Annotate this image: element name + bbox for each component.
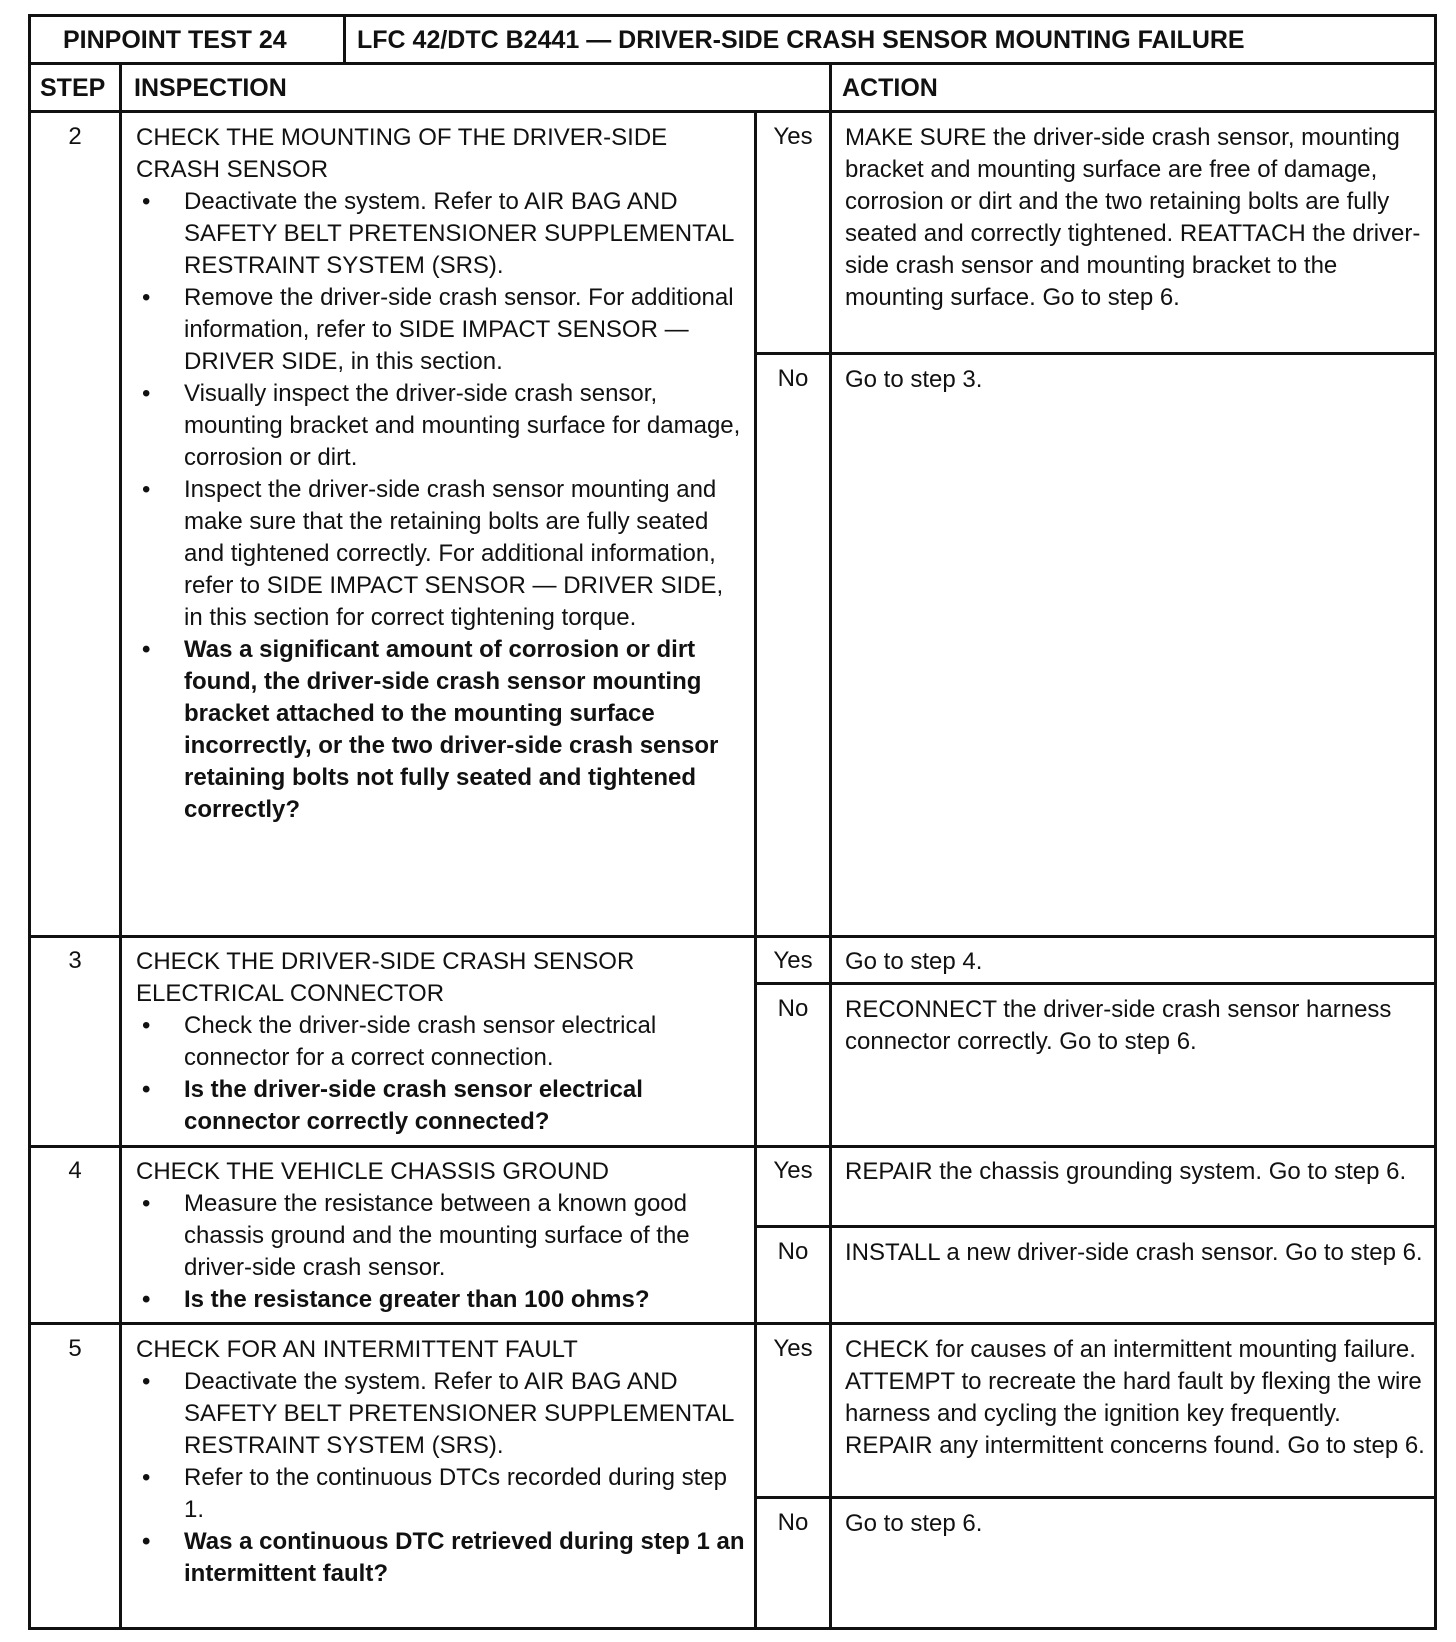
step-2-item-1: • Deactivate the system. Refer to AIR BAG AND SAFETY BELT PRETENSIONER SUPPLEMENTAL RESTRAINT SYSTEM (SRS).: [136, 186, 748, 282]
action-column-rule: [829, 62, 832, 1630]
step-2-item-4: • Inspect the driver-side crash sensor mounting and make sure that the retaining bolts are fully seated and tightened correctly. For additional information, refer to SIDE IMPACT SENSOR — DRIVER SIDE, in this section for correct tightening torque.: [136, 474, 748, 634]
step-3-number: 3: [68, 947, 82, 974]
step-4-yes-label: Yes: [773, 1157, 813, 1184]
step-4-yes-action: REPAIR the chassis grounding system. Go to step 6.: [845, 1158, 1407, 1185]
header-bottom-rule: [28, 110, 1437, 113]
answer-column-rule: [754, 110, 757, 1630]
test-title: LFC 42/DTC B2441 — DRIVER-SIDE CRASH SENSOR MOUNTING FAILURE: [357, 26, 1245, 54]
step-4-title: CHECK THE VEHICLE CHASSIS GROUND: [136, 1158, 609, 1185]
step-3-question: • Is the driver-side crash sensor electrical connector correctly connected?: [136, 1074, 748, 1138]
step-3-inspection: [136, 946, 748, 1138]
step-3-yes-action: Go to step 4.: [845, 948, 983, 975]
step-4-bottom-rule: [28, 1322, 1437, 1325]
column-header-inspection: INSPECTION: [134, 74, 287, 102]
step-2-title: CHECK THE MOUNTING OF THE DRIVER-SIDE CRASH SENSOR: [136, 124, 668, 183]
border-left: [28, 14, 31, 1630]
step-3-yes-label: Yes: [773, 947, 813, 974]
step-5-inspection: [136, 1334, 748, 1590]
step-4-inspection: [136, 1156, 748, 1316]
step-5-item-2: • Refer to the continuous DTCs recorded during step 1.: [136, 1462, 748, 1526]
step-2-no-action: Go to step 3.: [845, 366, 983, 393]
step-5-yes-label: Yes: [773, 1335, 813, 1362]
step-2-yes-action: MAKE SURE the driver-side crash sensor, mounting bracket and mounting surface are free of damage, corrosion or dirt and the two retaining bolts are fully seated and correctly tightened. REATTACH the driver-side crash sensor and mounting bracket to the mounting surface. Go to step 6.: [845, 124, 1421, 311]
step-5-number: 5: [68, 1335, 82, 1362]
step-5-yes-action: CHECK for causes of an intermittent mounting failure. ATTEMPT to recreate the hard fault by flexing the wire harness and cycling the ignition key frequently. REPAIR any intermittent concerns found. Go to step 6.: [845, 1336, 1425, 1459]
step-2-yes-no-rule: [754, 352, 1437, 355]
step-2-inspection: [136, 122, 748, 826]
column-header-step: STEP: [40, 74, 106, 102]
border-right: [1434, 14, 1437, 1630]
step-4-number: 4: [68, 1157, 82, 1184]
step-3-bottom-rule: [28, 1145, 1437, 1148]
step-2-yes-label: Yes: [773, 123, 813, 150]
step-2-bottom-rule: [28, 935, 1437, 938]
step-2-item-2: • Remove the driver-side crash sensor. For additional information, refer to SIDE IMPACT SENSOR — DRIVER SIDE, in this section.: [136, 282, 748, 378]
test-label: PINPOINT TEST 24: [63, 26, 287, 54]
step-3-no-action: RECONNECT the driver-side crash sensor harness connector correctly. Go to step 6.: [845, 996, 1392, 1055]
step-5-question: • Was a continuous DTC retrieved during step 1 an intermittent fault?: [136, 1526, 748, 1590]
step-5-no-label: No: [777, 1509, 809, 1536]
step-4-item-1: • Measure the resistance between a known good chassis ground and the mounting surface of the driver-side crash sensor.: [136, 1188, 748, 1284]
step-2-no-label: No: [777, 365, 809, 392]
step-4-no-label: No: [777, 1238, 809, 1265]
step-column-rule: [119, 62, 122, 1630]
border-bottom: [28, 1627, 1437, 1630]
title-divider: [343, 14, 346, 64]
step-2-number: 2: [68, 123, 82, 150]
step-4-question: • Is the resistance greater than 100 ohms?: [136, 1284, 748, 1316]
step-5-item-1: • Deactivate the system. Refer to AIR BAG AND SAFETY BELT PRETENSIONER SUPPLEMENTAL RESTRAINT SYSTEM (SRS).: [136, 1366, 748, 1462]
step-4-yes-no-rule: [754, 1225, 1437, 1228]
step-2-item-3: • Visually inspect the driver-side crash sensor, mounting bracket and mounting surface for damage, corrosion or dirt.: [136, 378, 748, 474]
step-2-question: • Was a significant amount of corrosion or dirt found, the driver-side crash sensor mounting bracket attached to the mounting surface incorrectly, or the two driver-side crash sensor retaining bolts not fully seated and tightened correctly?: [136, 634, 748, 826]
step-3-item-1: • Check the driver-side crash sensor electrical connector for a correct connection.: [136, 1010, 748, 1074]
step-5-title: CHECK FOR AN INTERMITTENT FAULT: [136, 1336, 578, 1363]
border-top: [28, 14, 1437, 17]
step-5-yes-no-rule: [754, 1496, 1437, 1499]
step-3-no-label: No: [777, 995, 809, 1022]
step-3-title: CHECK THE DRIVER-SIDE CRASH SENSOR ELECTRICAL CONNECTOR: [136, 948, 635, 1007]
step-4-no-action: INSTALL a new driver-side crash sensor. Go to step 6.: [845, 1239, 1423, 1266]
column-header-action: ACTION: [842, 74, 938, 102]
title-bottom-rule: [28, 62, 1437, 65]
step-5-no-action: Go to step 6.: [845, 1510, 983, 1537]
step-3-yes-no-rule: [754, 982, 1437, 985]
